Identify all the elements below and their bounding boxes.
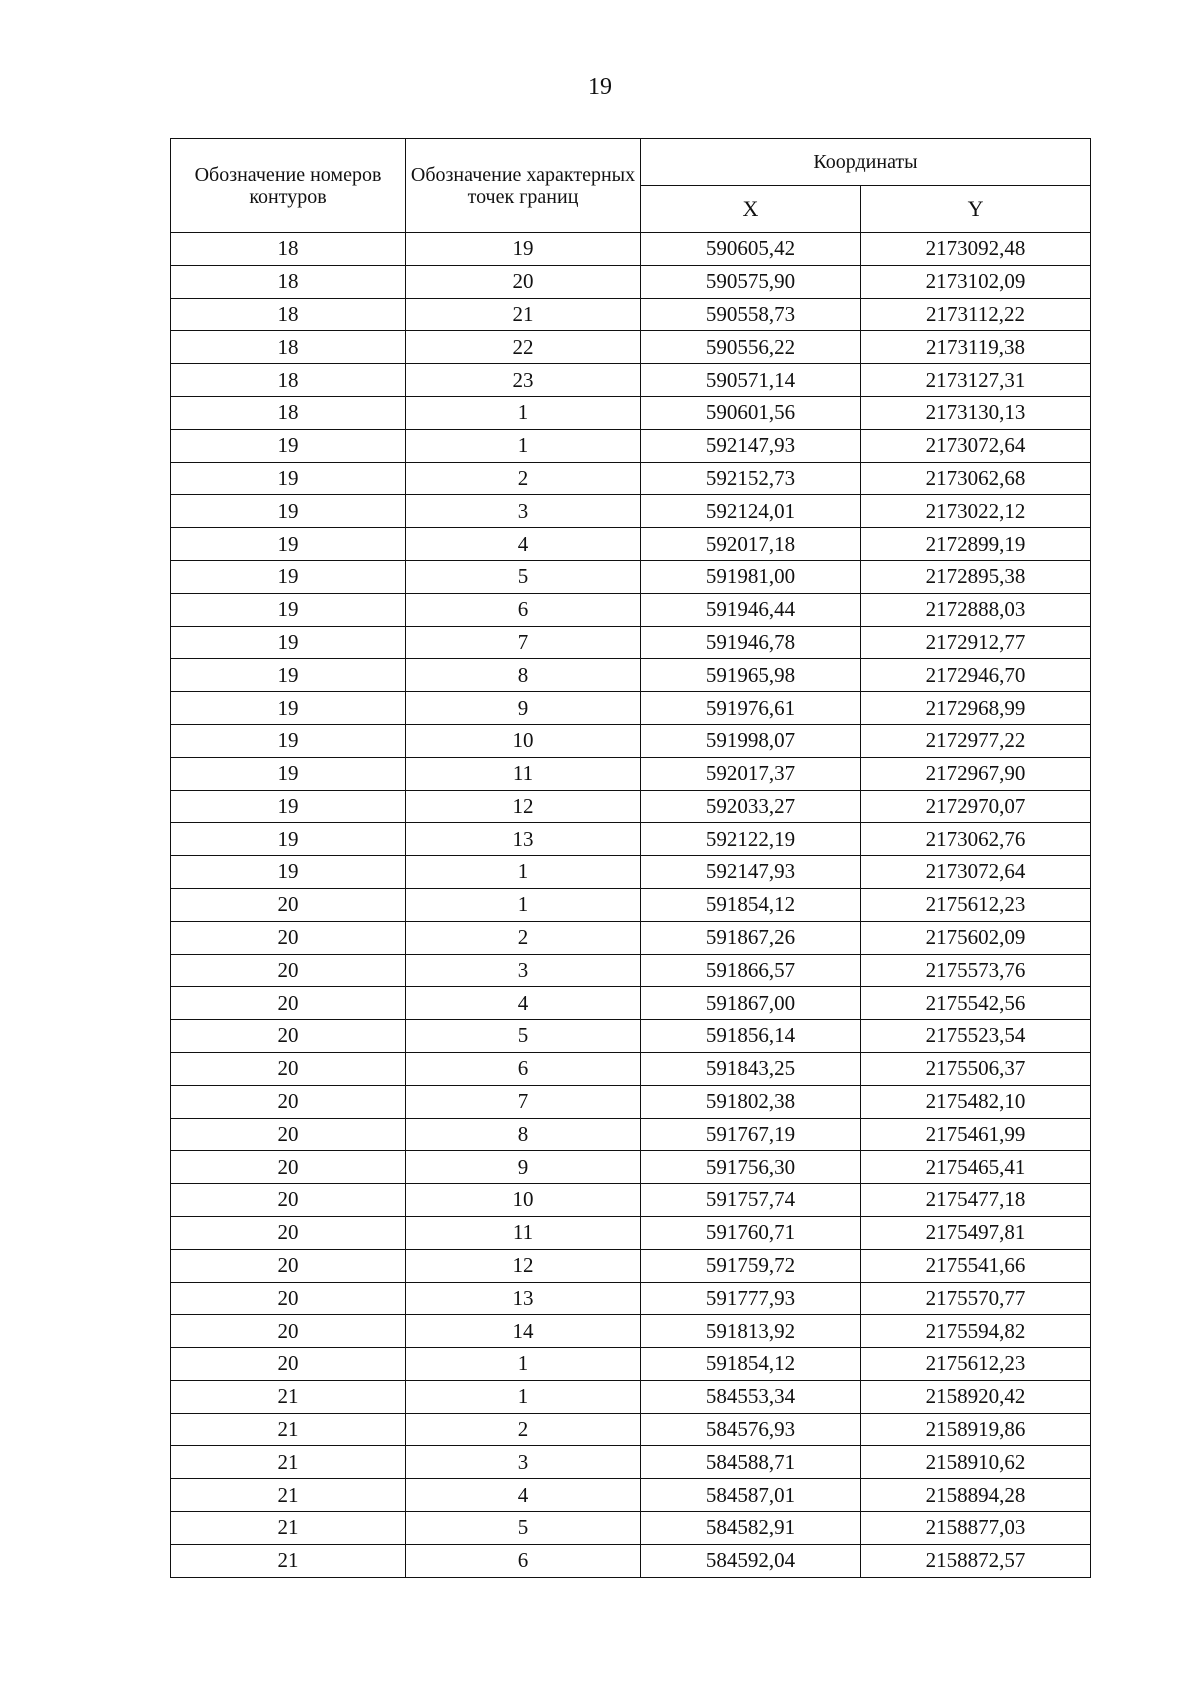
cell-contour: 20 [171,1085,406,1118]
table-row [171,593,1091,626]
cell-y: 2175541,66 [861,1249,1091,1282]
cell-contour: 19 [171,856,406,889]
cell-y: 2175523,54 [861,1020,1091,1053]
cell-x: 590575,90 [641,265,861,298]
table-row [171,1512,1091,1545]
cell-y: 2173062,76 [861,823,1091,856]
cell-y: 2175542,56 [861,987,1091,1020]
cell-y: 2175594,82 [861,1315,1091,1348]
cell-point: 4 [406,1479,641,1512]
cell-point: 14 [406,1315,641,1348]
table-row [171,1216,1091,1249]
cell-y: 2175570,77 [861,1282,1091,1315]
cell-y: 2158920,42 [861,1380,1091,1413]
table-row [171,1544,1091,1577]
table-row [171,1184,1091,1217]
cell-x: 591981,00 [641,560,861,593]
cell-contour: 20 [171,1184,406,1217]
cell-contour: 20 [171,1249,406,1282]
cell-contour: 20 [171,1020,406,1053]
table-row [171,233,1091,266]
table-row [171,1479,1091,1512]
cell-x: 591760,71 [641,1216,861,1249]
table-row [171,1118,1091,1151]
cell-x: 592147,93 [641,856,861,889]
table-row [171,921,1091,954]
table-row [171,462,1091,495]
cell-y: 2173112,22 [861,298,1091,331]
cell-y: 2173062,68 [861,462,1091,495]
table-row [171,298,1091,331]
cell-contour: 19 [171,462,406,495]
cell-contour: 20 [171,954,406,987]
cell-contour: 20 [171,1052,406,1085]
table-row [171,790,1091,823]
cell-x: 591856,14 [641,1020,861,1053]
cell-x: 590601,56 [641,396,861,429]
cell-contour: 19 [171,790,406,823]
cell-point: 8 [406,1118,641,1151]
cell-contour: 21 [171,1512,406,1545]
table-row [171,1020,1091,1053]
cell-point: 1 [406,396,641,429]
table-body [171,233,1091,1578]
cell-y: 2175461,99 [861,1118,1091,1151]
cell-x: 584576,93 [641,1413,861,1446]
cell-y: 2175482,10 [861,1085,1091,1118]
cell-contour: 21 [171,1413,406,1446]
cell-point: 1 [406,429,641,462]
table-row [171,823,1091,856]
table-row [171,1052,1091,1085]
cell-contour: 21 [171,1479,406,1512]
cell-contour: 18 [171,396,406,429]
table-row [171,987,1091,1020]
cell-contour: 21 [171,1446,406,1479]
cell-contour: 19 [171,560,406,593]
cell-contour: 19 [171,823,406,856]
cell-y: 2175477,18 [861,1184,1091,1217]
cell-x: 590605,42 [641,233,861,266]
cell-contour: 20 [171,1216,406,1249]
cell-point: 6 [406,1052,641,1085]
cell-x: 591756,30 [641,1151,861,1184]
cell-point: 7 [406,1085,641,1118]
cell-y: 2175602,09 [861,921,1091,954]
cell-point: 2 [406,921,641,954]
cell-contour: 19 [171,528,406,561]
cell-contour: 20 [171,1151,406,1184]
cell-x: 591854,12 [641,1348,861,1381]
table-row [171,1249,1091,1282]
cell-x: 591777,93 [641,1282,861,1315]
cell-x: 591867,00 [641,987,861,1020]
cell-contour: 19 [171,429,406,462]
table-row [171,724,1091,757]
table-row [171,396,1091,429]
cell-x: 584582,91 [641,1512,861,1545]
table-row [171,429,1091,462]
cell-contour: 18 [171,265,406,298]
header-row-1 [171,139,1091,186]
cell-x: 584592,04 [641,1544,861,1577]
cell-x: 591759,72 [641,1249,861,1282]
cell-x: 592033,27 [641,790,861,823]
cell-contour: 20 [171,1118,406,1151]
table-row [171,1151,1091,1184]
cell-y: 2172970,07 [861,790,1091,823]
cell-point: 2 [406,1413,641,1446]
cell-point: 23 [406,364,641,397]
table-row [171,1315,1091,1348]
cell-point: 6 [406,1544,641,1577]
cell-y: 2172946,70 [861,659,1091,692]
cell-y: 2173072,64 [861,429,1091,462]
cell-contour: 19 [171,692,406,725]
cell-x: 592147,93 [641,429,861,462]
coordinates-table [170,138,1091,1578]
cell-point: 3 [406,1446,641,1479]
table-row [171,1413,1091,1446]
cell-x: 590556,22 [641,331,861,364]
cell-x: 591867,26 [641,921,861,954]
cell-contour: 18 [171,364,406,397]
cell-x: 591813,92 [641,1315,861,1348]
cell-contour: 20 [171,1315,406,1348]
cell-y: 2173102,09 [861,265,1091,298]
cell-y: 2173022,12 [861,495,1091,528]
cell-contour: 19 [171,495,406,528]
table-row [171,626,1091,659]
cell-point: 10 [406,1184,641,1217]
cell-x: 591976,61 [641,692,861,725]
table-row [171,1085,1091,1118]
table-row [171,495,1091,528]
cell-contour: 19 [171,659,406,692]
cell-x: 591767,19 [641,1118,861,1151]
cell-y: 2175465,41 [861,1151,1091,1184]
cell-contour: 19 [171,626,406,659]
table-row [171,888,1091,921]
header-contour-number: Обозначение номеров контуров [171,139,406,233]
cell-point: 21 [406,298,641,331]
table-row [171,1380,1091,1413]
cell-point: 13 [406,1282,641,1315]
cell-point: 1 [406,856,641,889]
cell-contour: 20 [171,1282,406,1315]
cell-y: 2175573,76 [861,954,1091,987]
cell-x: 591854,12 [641,888,861,921]
cell-point: 22 [406,331,641,364]
cell-x: 584553,34 [641,1380,861,1413]
cell-point: 5 [406,560,641,593]
cell-y: 2173072,64 [861,856,1091,889]
cell-point: 12 [406,1249,641,1282]
table-row [171,331,1091,364]
cell-y: 2173092,48 [861,233,1091,266]
table-header [171,139,1091,233]
cell-y: 2173119,38 [861,331,1091,364]
cell-point: 4 [406,987,641,1020]
cell-x: 591965,98 [641,659,861,692]
cell-y: 2172977,22 [861,724,1091,757]
page-number: 19 [588,74,612,100]
cell-contour: 18 [171,233,406,266]
cell-point: 5 [406,1020,641,1053]
header-x: X [641,186,861,233]
cell-y: 2172895,38 [861,560,1091,593]
cell-contour: 18 [171,298,406,331]
cell-point: 9 [406,692,641,725]
header-y: Y [861,186,1091,233]
cell-x: 590571,14 [641,364,861,397]
cell-contour: 21 [171,1380,406,1413]
cell-point: 3 [406,495,641,528]
cell-x: 591998,07 [641,724,861,757]
cell-point: 11 [406,1216,641,1249]
cell-point: 1 [406,1348,641,1381]
header-coordinates: Координаты [641,139,1091,186]
cell-x: 590558,73 [641,298,861,331]
cell-point: 12 [406,790,641,823]
cell-y: 2175497,81 [861,1216,1091,1249]
cell-y: 2175506,37 [861,1052,1091,1085]
table-row [171,528,1091,561]
cell-y: 2172967,90 [861,757,1091,790]
cell-y: 2172912,77 [861,626,1091,659]
cell-y: 2158877,03 [861,1512,1091,1545]
cell-point: 4 [406,528,641,561]
cell-contour: 20 [171,888,406,921]
cell-contour: 21 [171,1544,406,1577]
cell-point: 20 [406,265,641,298]
cell-x: 584587,01 [641,1479,861,1512]
cell-x: 592152,73 [641,462,861,495]
table-row [171,1348,1091,1381]
cell-point: 5 [406,1512,641,1545]
header-point-number: Обозначение характерных точек границ [406,139,641,233]
cell-point: 11 [406,757,641,790]
cell-y: 2173130,13 [861,396,1091,429]
cell-x: 584588,71 [641,1446,861,1479]
cell-y: 2173127,31 [861,364,1091,397]
table-row [171,364,1091,397]
cell-point: 13 [406,823,641,856]
table-row [171,757,1091,790]
cell-point: 19 [406,233,641,266]
table-row [171,856,1091,889]
cell-x: 591866,57 [641,954,861,987]
cell-point: 7 [406,626,641,659]
cell-contour: 19 [171,593,406,626]
cell-contour: 18 [171,331,406,364]
cell-y: 2158894,28 [861,1479,1091,1512]
table-row [171,1446,1091,1479]
cell-x: 592124,01 [641,495,861,528]
cell-point: 6 [406,593,641,626]
table-row [171,692,1091,725]
cell-x: 591946,44 [641,593,861,626]
cell-y: 2172968,99 [861,692,1091,725]
cell-contour: 20 [171,1348,406,1381]
table-row [171,659,1091,692]
cell-point: 2 [406,462,641,495]
cell-point: 8 [406,659,641,692]
cell-point: 1 [406,1380,641,1413]
cell-x: 592017,18 [641,528,861,561]
cell-contour: 19 [171,724,406,757]
cell-point: 1 [406,888,641,921]
table-row [171,1282,1091,1315]
table-row [171,954,1091,987]
cell-y: 2158872,57 [861,1544,1091,1577]
table-row [171,265,1091,298]
cell-y: 2158919,86 [861,1413,1091,1446]
cell-point: 10 [406,724,641,757]
cell-x: 591802,38 [641,1085,861,1118]
cell-point: 3 [406,954,641,987]
cell-contour: 20 [171,921,406,954]
cell-y: 2172899,19 [861,528,1091,561]
cell-y: 2175612,23 [861,888,1091,921]
cell-y: 2172888,03 [861,593,1091,626]
cell-x: 591946,78 [641,626,861,659]
table-row [171,560,1091,593]
cell-y: 2175612,23 [861,1348,1091,1381]
cell-y: 2158910,62 [861,1446,1091,1479]
cell-point: 9 [406,1151,641,1184]
cell-contour: 20 [171,987,406,1020]
cell-contour: 19 [171,757,406,790]
cell-x: 591843,25 [641,1052,861,1085]
cell-x: 591757,74 [641,1184,861,1217]
cell-x: 592122,19 [641,823,861,856]
cell-x: 592017,37 [641,757,861,790]
